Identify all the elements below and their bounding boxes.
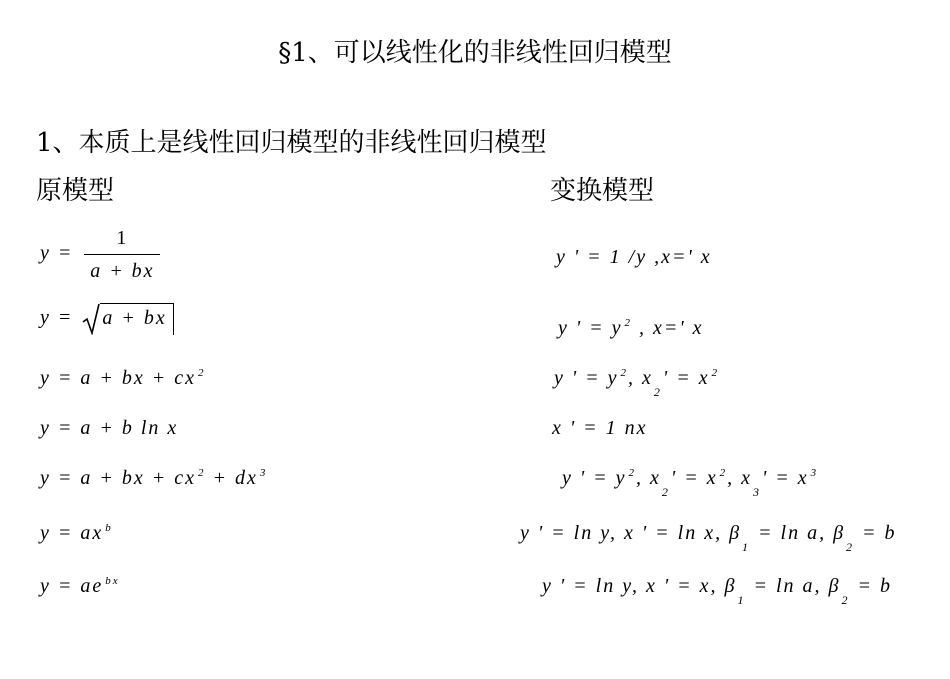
radicand: a + bx — [100, 303, 173, 335]
equation-text: y = ae — [40, 575, 104, 597]
exponent: 2 — [711, 367, 720, 379]
equation-text: ' = x — [670, 467, 718, 489]
transformed-model-power — [520, 522, 897, 554]
equation-text: ' = x — [761, 467, 809, 489]
original-model-log — [40, 418, 178, 438]
original-model-exponential — [40, 576, 120, 596]
original-model-quadratic — [40, 368, 206, 388]
equation-text: , x=' x — [639, 317, 704, 339]
exponent: 2 — [628, 467, 637, 479]
exponent: 3 — [259, 467, 268, 479]
equation-text: x ' = 1 nx — [552, 417, 648, 439]
equation-text: = ln a, β — [753, 575, 841, 597]
subscript: 2 — [846, 540, 855, 554]
exponent: 2 — [719, 467, 728, 479]
square-root — [82, 303, 173, 335]
subscript: 2 — [841, 593, 850, 607]
transformed-model-header: 变换模型 — [550, 176, 655, 206]
equation-text: y = ax — [40, 522, 104, 544]
exponent: 2 — [620, 367, 629, 379]
original-model-cubic — [40, 468, 267, 488]
equation-text: , x — [636, 467, 661, 489]
transformed-model-cubic — [562, 467, 819, 499]
equation-text: y ' = y — [554, 367, 619, 389]
equation-text: y ' = ln y, x ' = x, β — [542, 575, 737, 597]
original-model-header: 原模型 — [36, 176, 115, 206]
equation-lhs: y = — [40, 306, 74, 329]
original-model-power — [40, 523, 113, 543]
equation-lhs: y = — [40, 242, 74, 265]
equation-text: + dx — [212, 467, 258, 489]
equation-text: y = a + bx + cx — [40, 367, 196, 389]
subscript: 3 — [752, 485, 761, 499]
exponent: 3 — [810, 467, 819, 479]
radical-sign-icon — [82, 303, 100, 335]
equation-text: y ' = y — [558, 317, 623, 339]
equation-text: y ' = ln y, x ' = ln x, β — [520, 522, 742, 544]
subscript: 2 — [653, 385, 662, 399]
equation-text: , x — [727, 467, 752, 489]
fraction — [84, 228, 160, 281]
exponent: b — [105, 522, 113, 534]
equation-text: y = a + bx + cx — [40, 467, 196, 489]
transformed-model-quadratic — [554, 367, 720, 399]
equation-text: y ' = 1 /y ,x=' x — [556, 246, 712, 268]
original-model-sqrt — [40, 303, 174, 335]
exponent: 2 — [624, 317, 633, 329]
page-title: §1、可以线性化的非线性回归模型 — [278, 38, 672, 68]
denominator: a + bx — [90, 260, 155, 282]
subscript: 1 — [742, 540, 751, 554]
equation-text: , x — [628, 367, 653, 389]
transformed-model-log — [552, 418, 648, 438]
exponent: 2 — [198, 367, 206, 379]
equation-text: = b — [862, 522, 897, 544]
equation-text: y ' = y — [562, 467, 627, 489]
subscript: 1 — [737, 593, 746, 607]
transformed-model-reciprocal — [556, 247, 712, 267]
equation-text: = b — [857, 575, 892, 597]
original-model-reciprocal — [40, 228, 160, 281]
subscript: 2 — [661, 485, 670, 499]
exponent: 2 — [198, 467, 206, 479]
equation-text: ' = x — [662, 367, 710, 389]
transformed-model-sqrt — [558, 318, 704, 338]
numerator: 1 — [84, 228, 160, 255]
section-heading: 1、本质上是线性回归模型的非线性回归模型 — [36, 128, 547, 158]
transformed-model-exponential — [542, 575, 892, 607]
equation-text: y = a + b ln x — [40, 417, 179, 439]
equation-text: = ln a, β — [758, 522, 846, 544]
exponent: bx — [105, 575, 120, 587]
